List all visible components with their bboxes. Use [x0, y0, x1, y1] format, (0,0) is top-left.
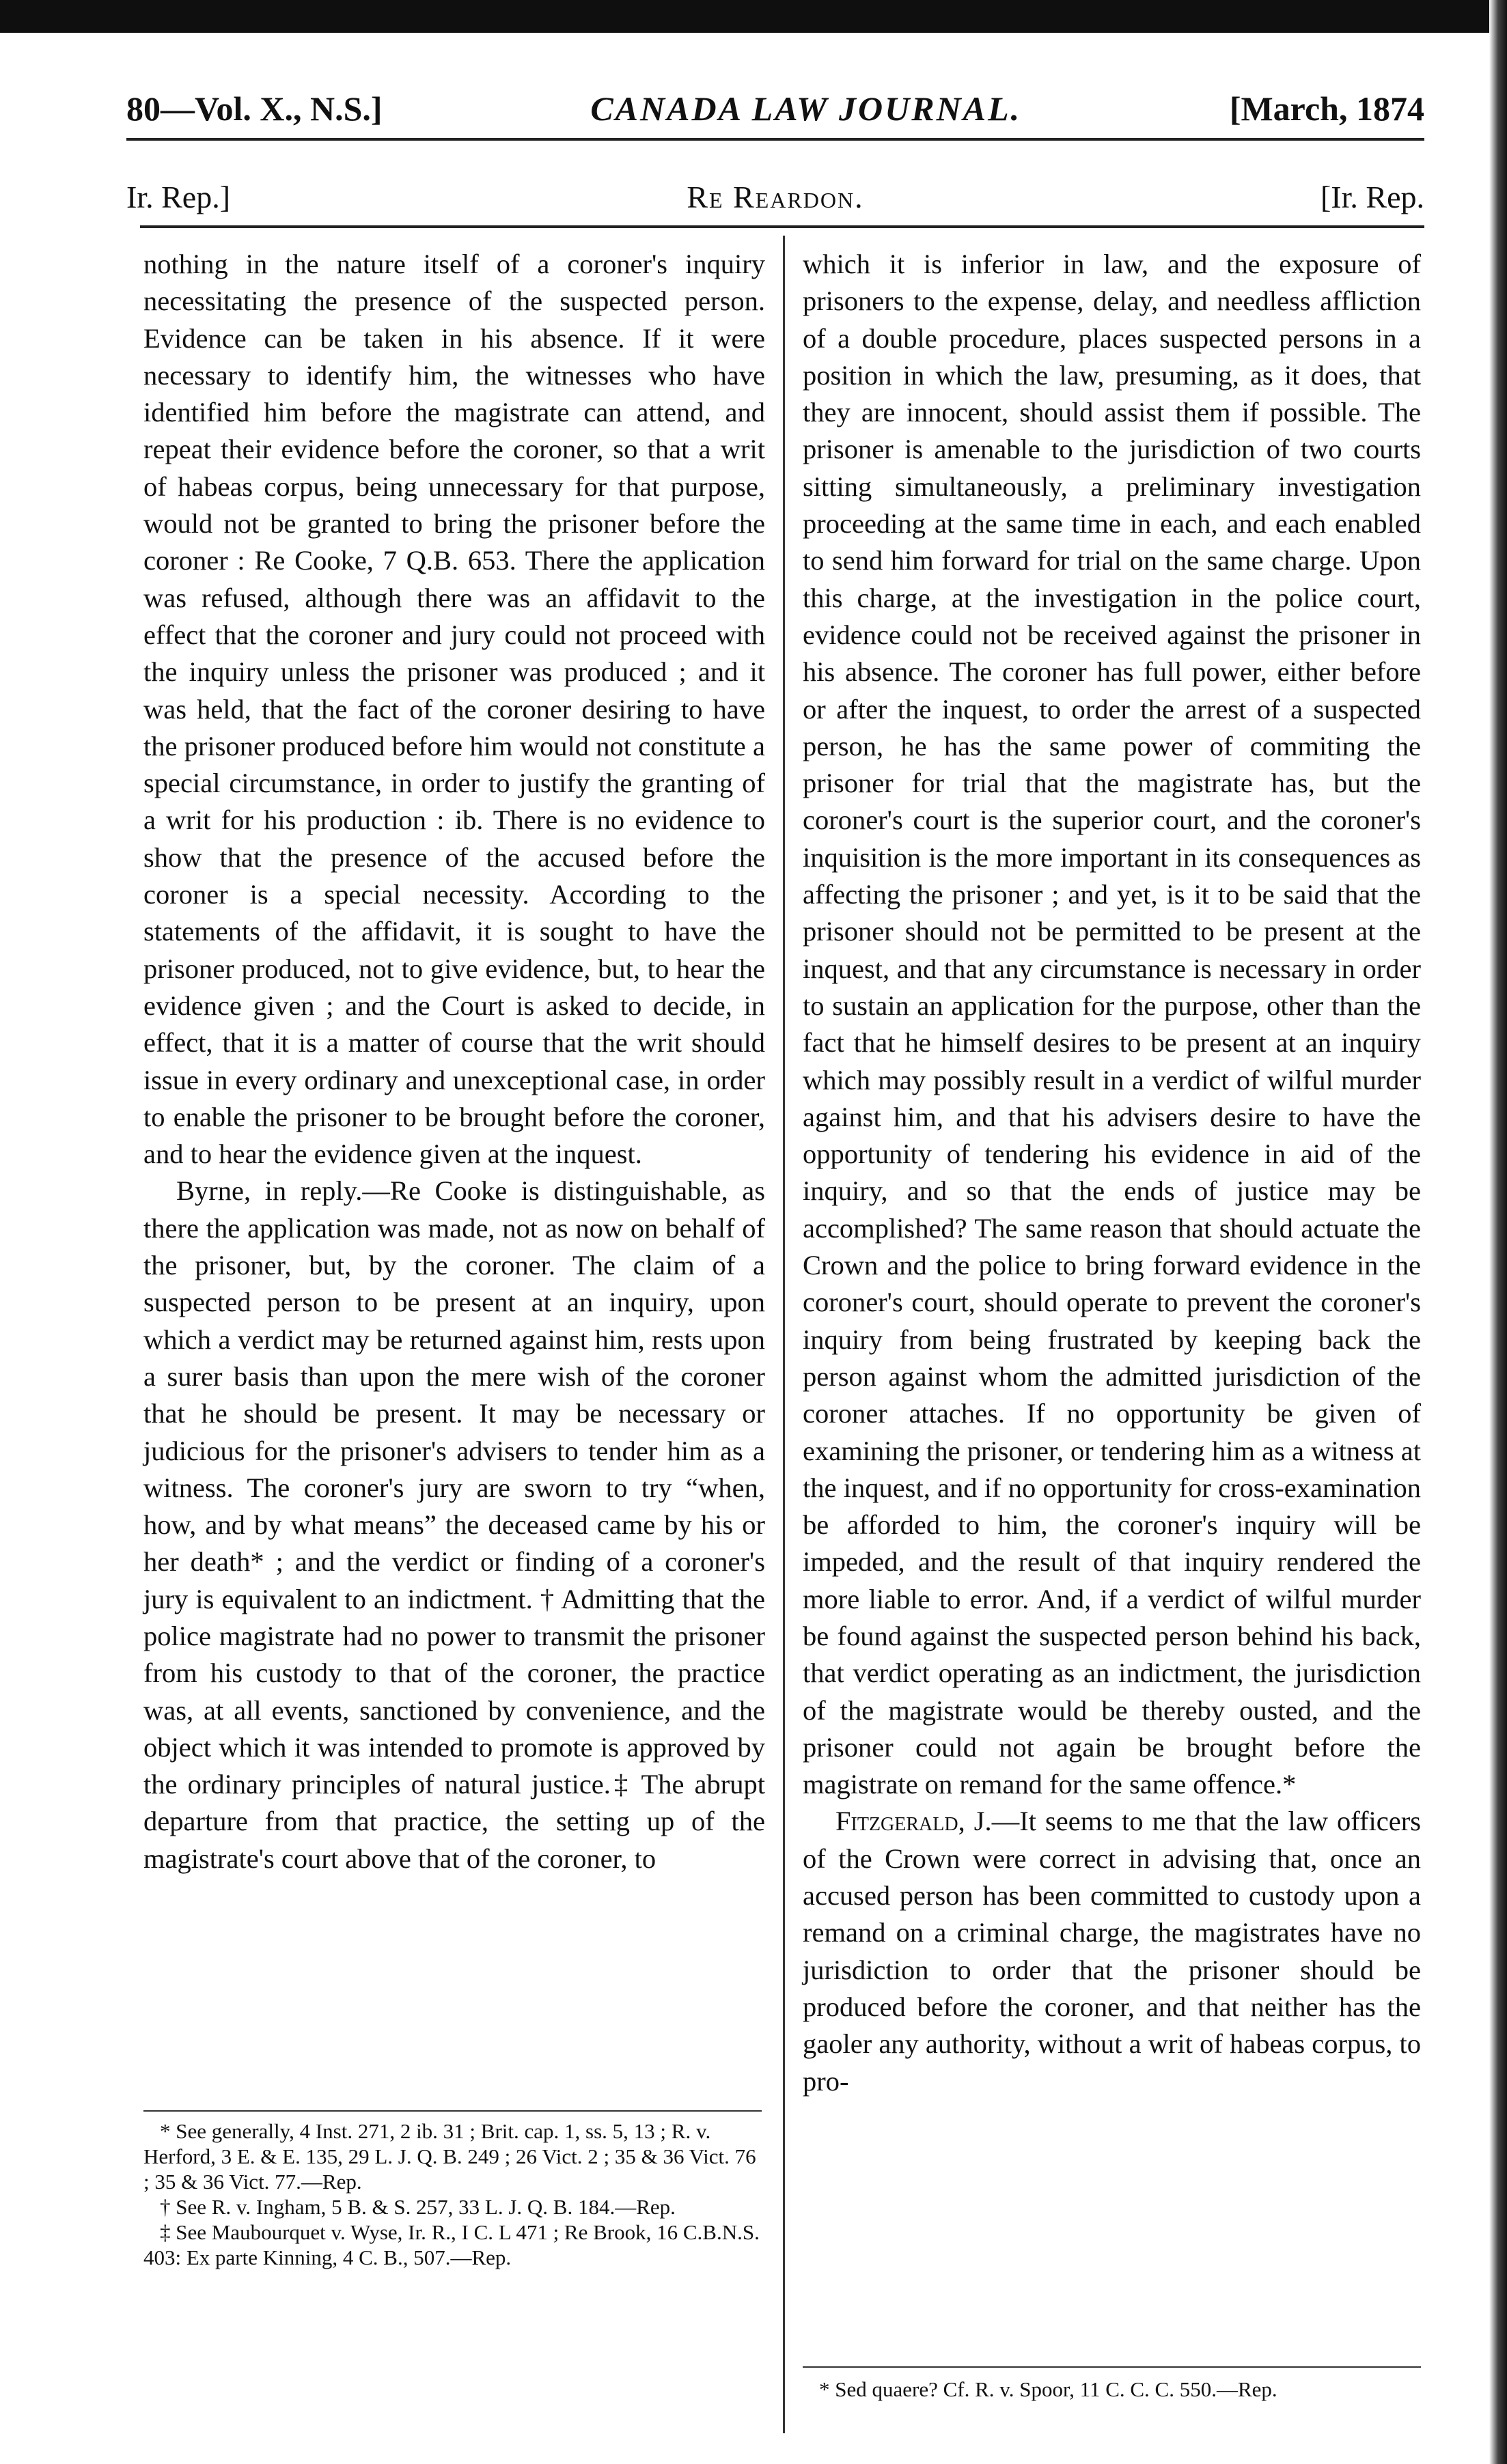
footnote: * Sed quaere? Cf. R. v. Spoor, 11 C. C. C. 550.—Rep.: [819, 2377, 1277, 2401]
right-paragraph-1: which it is inferior in law, and the exposure of prisoners to the expense, delay, and needless affliction of a double procedure, places suspected persons in a position in which the law, presuming, as it does, that they are innocent, should assist them if possible. The prisoner is amenable to the jurisdiction of two courts sitting simultaneously, a preliminary investigation proceeding at the same time in each, and each enabled to send him forward for trial on the same charge. Upon this charge, at the investigation in the police court, evidence could not be received against the prisoner in his absence. The coroner has full power, either before or after the inquest, to order the arrest of a suspected person, he has the same power of commiting the prisoner for trial that the magistrate has, but the coroner's court is the superior court, and the coroner's inquisition is the more important in its consequences as affecting the prisoner ; and yet, is it to be said that the prisoner should not be permitted to be present at the inquest, and that any circumstance is necessary in order to sustain an application for the purpose, other than the fact that he himself desires to be present at an inquiry which may possibly result in a verdict of wilful murder against him, and that his advisers desire to have the opportunity of tendering his evidence in aid of the inquiry, and so that the ends of justice may be accomplished? The same reason that should actuate the Crown and the police to bring forward evidence in the coroner's court, should operate to prevent the coroner's inquiry from being frustrated by keeping back the person against whom the admitted jurisdiction of the coroner attaches. If no opportunity be given of examining the prisoner, or tendering him as a witness at the inquest, and if no opportunity for cross-examination be afforded to him, the coroner's inquiry will be impeded, and the result of that inquiry rendered the more liable to error. And, if a verdict of wilful murder be found against the suspected person behind his back, that verdict operating as an indictment, the jurisdiction of the magistrate would be thereby ousted, and the prisoner could not again be brought before the magistrate on remand for the same offence.*: [803, 249, 1421, 1800]
footnote-rule-left: [143, 2110, 762, 2112]
column-divider: [783, 236, 785, 2433]
case-title: Re Reardon.: [687, 180, 864, 214]
left-paragraph-2: Byrne, in reply.—Re Cooke is distinguishable, as there the application was made, not as now on behalf of the prisoner, but, by the coroner. The claim of a suspected person to be present at an inquiry, upon which a verdict may be returned against him, rests upon a surer basis than upon the mere wish of the coroner that he should be present. It may be necessary or judicious for the prisoner's advisers to tender him as a witness. The coroner's jury are sworn to try “when, how, and by what means” the deceased came by his or her death* ; and the verdict or finding of a coroner's jury is equivalent to an indictment. † Admitting that the police magistrate had no power to transmit the prisoner from his custody to that of the coroner, the practice was, at all events, sanctioned by convenience, and the object which it was intended to promote is approved by the ordinary principles of natural justice.‡ The abrupt departure from that practice, the setting up of the magistrate's court above that of the coroner, to: [143, 1175, 765, 1874]
left-column: [143, 246, 765, 1877]
subheader-rule: [140, 225, 1424, 228]
journal-title: CANADA LAW JOURNAL.: [590, 89, 1022, 128]
judge-name: Fitzgerald, J.: [835, 1806, 992, 1837]
footnotes-left: [143, 2118, 762, 2270]
right-column: [803, 246, 1421, 2100]
header-left: 80—Vol. X., N.S.]: [126, 89, 383, 128]
scan-right-edge: [1489, 0, 1507, 2464]
subheader-right: [Ir. Rep.: [1320, 180, 1424, 214]
footnote-rule-right: [803, 2366, 1421, 2368]
footnote: † See R. v. Ingham, 5 B. & S. 257, 33 L. J. Q. B. 184.—Rep.: [160, 2195, 676, 2219]
footnotes-right: [803, 2377, 1421, 2402]
judgment-text: —It seems to me that the law officers of the Crown were correct in advising that, once an accused person has been committed to custody upon a remand on a criminal charge, the magistrates have no jurisdiction to order that the prisoner should be produced before the coroner, and that neither has the gaoler any authority, without a writ of habeas corpus, to pro-: [803, 1806, 1422, 2097]
running-header: [126, 89, 1424, 128]
scan-top-border: [0, 0, 1507, 33]
case-subheader: [126, 179, 1424, 215]
header-rule: [126, 138, 1424, 141]
subheader-left: Ir. Rep.]: [126, 180, 231, 214]
footnote: * See generally, 4 Inst. 271, 2 ib. 31 ; Brit. cap. 1, ss. 5, 13 ; R. v. Herford, 3 E. & E. 135, 29 L. J. Q. B. 249 ; 26 Vict. 2 ; 35 & 36 Vict. 76 ; 35 & 36 Vict. 77.—Rep.: [143, 2119, 756, 2194]
footnote: ‡ See Maubourquet v. Wyse, Ir. R., I C. L 471 ; Re Brook, 16 C.B.N.S. 403: Ex parte Kinning, 4 C. B., 507.—Rep.: [143, 2220, 760, 2269]
right-paragraph-2: [803, 1803, 1421, 2099]
left-paragraph-1: nothing in the nature itself of a coroner's inquiry necessitating the presence of the suspected person. Evidence can be taken in his absence. If it were necessary to identify him, the witnesses who have identified him before the magistrate can attend, and repeat their evidence before the coroner, so that a writ of habeas corpus, being unnecessary for that purpose, would not be granted to bring the prisoner before the coroner : Re Cooke, 7 Q.B. 653. There the application was refused, although there was an affidavit to the effect that the coroner and jury could not proceed with the inquiry unless the prisoner was produced ; and it was held, that the fact of the coroner desiring to have the prisoner produced before him would not constitute a special circumstance, in order to justify the granting of a writ for his production : ib. There is no evidence to show that the presence of the accused before the coroner is a special necessity. According to the statements of the affidavit, it is sought to have the prisoner produced, not to give evidence, but, to hear the evidence given ; and the Court is asked to decide, in effect, that it is a matter of course that the writ should issue in every ordinary and unexceptional case, in order to enable the prisoner to be brought before the coroner, and to hear the evidence given at the inquest.: [143, 249, 765, 1170]
header-right: [March, 1874: [1229, 89, 1424, 128]
